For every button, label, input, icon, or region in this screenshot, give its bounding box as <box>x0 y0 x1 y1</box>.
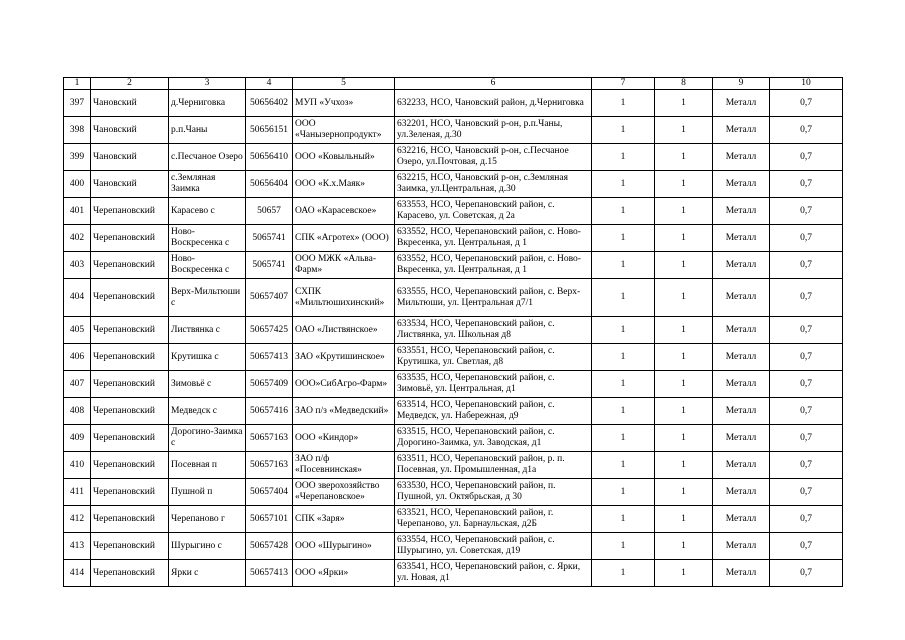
settlement-cell: Ново-Воскресенка с <box>169 225 246 252</box>
organization-cell: ОАО «Листвянское» <box>293 317 395 344</box>
code-cell: 50657404 <box>246 479 293 506</box>
district-cell: Чановский <box>91 117 169 144</box>
table-row <box>64 506 843 533</box>
material-cell: Металл <box>713 279 770 317</box>
column-8-cell: 1 <box>655 252 713 279</box>
organization-cell: ОАО «Карасевское» <box>293 198 395 225</box>
row-number-cell: 410 <box>64 452 91 479</box>
value-cell: 0,7 <box>770 198 843 225</box>
district-cell: Черепановский <box>91 279 169 317</box>
settlement-cell: д.Черниговка <box>169 90 246 117</box>
code-cell: 50656151 <box>246 117 293 144</box>
column-7-cell: 1 <box>592 225 655 252</box>
material-cell: Металл <box>713 425 770 452</box>
district-cell: Черепановский <box>91 452 169 479</box>
table-row <box>64 144 843 171</box>
table-row <box>64 398 843 425</box>
code-cell: 50656404 <box>246 171 293 198</box>
row-number-cell: 398 <box>64 117 91 144</box>
value-cell: 0,7 <box>770 533 843 560</box>
row-number-cell: 400 <box>64 171 91 198</box>
organization-cell: ООО МЖК «Альва-Фарм» <box>293 252 395 279</box>
column-8-cell: 1 <box>655 279 713 317</box>
settlement-cell: Верх-Мильтюши с <box>169 279 246 317</box>
district-cell: Черепановский <box>91 198 169 225</box>
settlement-cell: Шурыгино с <box>169 533 246 560</box>
settlement-cell: Посевная п <box>169 452 246 479</box>
code-cell: 50656402 <box>246 90 293 117</box>
code-cell: 50657416 <box>246 398 293 425</box>
column-header: 10 <box>770 78 843 90</box>
row-number-cell: 401 <box>64 198 91 225</box>
organization-cell: ЗАО п/ф «Посевнинская» <box>293 452 395 479</box>
column-header: 3 <box>169 78 246 90</box>
address-cell: 633552, НСО, Черепановский район, с. Ново-Вкресенка, ул. Центральная, д 1 <box>395 252 592 279</box>
settlement-cell: Крутишка с <box>169 344 246 371</box>
code-cell: 50657163 <box>246 425 293 452</box>
column-8-cell: 1 <box>655 371 713 398</box>
value-cell: 0,7 <box>770 90 843 117</box>
organization-cell: МУП «Учхоз» <box>293 90 395 117</box>
column-7-cell: 1 <box>592 171 655 198</box>
organization-cell: ООО зверохозяйство «Черепановское» <box>293 479 395 506</box>
address-cell: 633530, НСО, Черепановский район, п. Пушной, ул. Октябрьская, д 30 <box>395 479 592 506</box>
code-cell: 50657407 <box>246 279 293 317</box>
material-cell: Металл <box>713 225 770 252</box>
settlement-cell: с.Песчаное Озеро <box>169 144 246 171</box>
district-cell: Черепановский <box>91 317 169 344</box>
row-number-cell: 404 <box>64 279 91 317</box>
column-8-cell: 1 <box>655 344 713 371</box>
value-cell: 0,7 <box>770 171 843 198</box>
organization-cell: ООО «Ковыльный» <box>293 144 395 171</box>
address-cell: 633535, НСО, Черепановский район, с. Зимовьё, ул. Центральная, д1 <box>395 371 592 398</box>
material-cell: Металл <box>713 198 770 225</box>
district-cell: Черепановский <box>91 371 169 398</box>
material-cell: Металл <box>713 344 770 371</box>
value-cell: 0,7 <box>770 425 843 452</box>
material-cell: Металл <box>713 506 770 533</box>
column-7-cell: 1 <box>592 144 655 171</box>
column-7-cell: 1 <box>592 425 655 452</box>
district-cell: Черепановский <box>91 344 169 371</box>
column-7-cell: 1 <box>592 479 655 506</box>
address-cell: 633541, НСО, Черепановский район, с. Ярки, ул. Новая, д1 <box>395 560 592 587</box>
district-cell: Черепановский <box>91 506 169 533</box>
column-8-cell: 1 <box>655 117 713 144</box>
table-row <box>64 198 843 225</box>
address-cell: 633555, НСО, Черепановский район, с. Верх-Мильтюши, ул. Центральная д7/1 <box>395 279 592 317</box>
address-cell: 632216, НСО, Чановский р-он, с.Песчаное Озеро, ул.Почтовая, д.15 <box>395 144 592 171</box>
organization-cell: СПК «Заря» <box>293 506 395 533</box>
address-cell: 633514, НСО, Черепановский район, с. Медведск, ул. Набережная, д9 <box>395 398 592 425</box>
column-header: 7 <box>592 78 655 90</box>
address-cell: 633521, НСО, Черепановский район, г. Черепаново, ул. Барнаульская, д2Б <box>395 506 592 533</box>
column-7-cell: 1 <box>592 371 655 398</box>
address-cell: 633534, НСО, Черепановский район, с. Листвянка, ул. Школьная д8 <box>395 317 592 344</box>
code-cell: 50657 <box>246 198 293 225</box>
district-cell: Черепановский <box>91 560 169 587</box>
settlement-cell: Листвянка с <box>169 317 246 344</box>
table-row <box>64 479 843 506</box>
code-cell: 50657425 <box>246 317 293 344</box>
column-7-cell: 1 <box>592 279 655 317</box>
value-cell: 0,7 <box>770 371 843 398</box>
column-7-cell: 1 <box>592 252 655 279</box>
row-number-cell: 399 <box>64 144 91 171</box>
value-cell: 0,7 <box>770 452 843 479</box>
column-8-cell: 1 <box>655 90 713 117</box>
value-cell: 0,7 <box>770 317 843 344</box>
address-cell: 633515, НСО, Черепановский район, с. Дорогино-Заимка, ул. Заводская, д1 <box>395 425 592 452</box>
address-cell: 633552, НСО, Черепановский район, с. Ново-Вкресенка, ул. Центральная, д 1 <box>395 225 592 252</box>
column-header: 6 <box>395 78 592 90</box>
header-row <box>64 78 843 90</box>
settlement-cell: Черепаново г <box>169 506 246 533</box>
material-cell: Металл <box>713 144 770 171</box>
district-cell: Черепановский <box>91 425 169 452</box>
column-8-cell: 1 <box>655 533 713 560</box>
row-number-cell: 409 <box>64 425 91 452</box>
column-header: 1 <box>64 78 91 90</box>
column-7-cell: 1 <box>592 117 655 144</box>
district-cell: Чановский <box>91 171 169 198</box>
column-7-cell: 1 <box>592 398 655 425</box>
organization-cell: СХПК «Мильтюшихинский» <box>293 279 395 317</box>
value-cell: 0,7 <box>770 506 843 533</box>
settlement-cell: Ново-Воскресенка с <box>169 252 246 279</box>
code-cell: 50657428 <box>246 533 293 560</box>
column-8-cell: 1 <box>655 144 713 171</box>
column-header: 9 <box>713 78 770 90</box>
organization-cell: ООО «Ярки» <box>293 560 395 587</box>
organization-cell: ЗАО п/з «Медведский» <box>293 398 395 425</box>
row-number-cell: 407 <box>64 371 91 398</box>
settlement-cell: с.Земляная Заимка <box>169 171 246 198</box>
settlement-cell: Дорогино-Заимка с <box>169 425 246 452</box>
column-7-cell: 1 <box>592 90 655 117</box>
column-8-cell: 1 <box>655 560 713 587</box>
value-cell: 0,7 <box>770 144 843 171</box>
table-row <box>64 425 843 452</box>
column-8-cell: 1 <box>655 479 713 506</box>
settlement-cell: Медведск с <box>169 398 246 425</box>
column-7-cell: 1 <box>592 506 655 533</box>
column-7-cell: 1 <box>592 560 655 587</box>
organization-cell: ООО «К.х.Маяк» <box>293 171 395 198</box>
code-cell: 50657409 <box>246 371 293 398</box>
table-row <box>64 171 843 198</box>
data-table <box>63 77 843 587</box>
address-cell: 633553, НСО, Черепановский район, с. Карасево, ул. Советская, д 2а <box>395 198 592 225</box>
material-cell: Металл <box>713 452 770 479</box>
district-cell: Черепановский <box>91 533 169 560</box>
row-number-cell: 412 <box>64 506 91 533</box>
column-8-cell: 1 <box>655 398 713 425</box>
material-cell: Металл <box>713 533 770 560</box>
row-number-cell: 414 <box>64 560 91 587</box>
table-row <box>64 90 843 117</box>
row-number-cell: 403 <box>64 252 91 279</box>
address-cell: 633551, НСО, Черепановский район, с. Крутишка, ул. Светлая, д8 <box>395 344 592 371</box>
organization-cell: ООО «Чанызернопродукт» <box>293 117 395 144</box>
column-7-cell: 1 <box>592 533 655 560</box>
address-cell: 632233, НСО, Чановский район, д.Черниговка <box>395 90 592 117</box>
table-row <box>64 117 843 144</box>
value-cell: 0,7 <box>770 279 843 317</box>
column-8-cell: 1 <box>655 171 713 198</box>
column-header: 8 <box>655 78 713 90</box>
column-7-cell: 1 <box>592 198 655 225</box>
value-cell: 0,7 <box>770 479 843 506</box>
column-header: 5 <box>293 78 395 90</box>
column-8-cell: 1 <box>655 452 713 479</box>
table-row <box>64 344 843 371</box>
table-row <box>64 533 843 560</box>
table-row <box>64 371 843 398</box>
table-row <box>64 317 843 344</box>
address-cell: 633511, НСО, Черепановский район, р. п. Посевная, ул. Промышленная, д1а <box>395 452 592 479</box>
settlement-cell: Пушной п <box>169 479 246 506</box>
column-8-cell: 1 <box>655 198 713 225</box>
row-number-cell: 397 <box>64 90 91 117</box>
district-cell: Черепановский <box>91 479 169 506</box>
column-7-cell: 1 <box>592 317 655 344</box>
organization-cell: ООО «Шурыгино» <box>293 533 395 560</box>
column-8-cell: 1 <box>655 425 713 452</box>
code-cell: 50657413 <box>246 344 293 371</box>
code-cell: 50657163 <box>246 452 293 479</box>
row-number-cell: 411 <box>64 479 91 506</box>
column-header: 2 <box>91 78 169 90</box>
row-number-cell: 405 <box>64 317 91 344</box>
material-cell: Металл <box>713 117 770 144</box>
code-cell: 50657413 <box>246 560 293 587</box>
material-cell: Металл <box>713 479 770 506</box>
address-cell: 632201, НСО, Чановский р-он, р.п.Чаны, ул.Зеленая, д.30 <box>395 117 592 144</box>
district-cell: Чановский <box>91 144 169 171</box>
district-cell: Черепановский <box>91 252 169 279</box>
row-number-cell: 413 <box>64 533 91 560</box>
row-number-cell: 402 <box>64 225 91 252</box>
organization-cell: ООО»СибАгро-Фарм» <box>293 371 395 398</box>
code-cell: 50657101 <box>246 506 293 533</box>
address-cell: 632215, НСО, Чановский р-он, с.Земляная Заимка, ул.Центральная, д.30 <box>395 171 592 198</box>
row-number-cell: 406 <box>64 344 91 371</box>
settlement-cell: Зимовьё с <box>169 371 246 398</box>
table-row <box>64 560 843 587</box>
column-8-cell: 1 <box>655 225 713 252</box>
code-cell: 50656410 <box>246 144 293 171</box>
settlement-cell: р.п.Чаны <box>169 117 246 144</box>
table-row <box>64 279 843 317</box>
value-cell: 0,7 <box>770 225 843 252</box>
code-cell: 5065741 <box>246 252 293 279</box>
row-number-cell: 408 <box>64 398 91 425</box>
material-cell: Металл <box>713 252 770 279</box>
settlement-cell: Карасево с <box>169 198 246 225</box>
table-row <box>64 252 843 279</box>
value-cell: 0,7 <box>770 398 843 425</box>
district-cell: Черепановский <box>91 398 169 425</box>
organization-cell: ООО «Киндор» <box>293 425 395 452</box>
column-8-cell: 1 <box>655 317 713 344</box>
district-cell: Черепановский <box>91 225 169 252</box>
address-cell: 633554, НСО, Черепановский район, с. Шурыгино, ул. Советская, д19 <box>395 533 592 560</box>
settlement-cell: Ярки с <box>169 560 246 587</box>
table-row <box>64 225 843 252</box>
value-cell: 0,7 <box>770 252 843 279</box>
district-cell: Чановский <box>91 90 169 117</box>
code-cell: 5065741 <box>246 225 293 252</box>
material-cell: Металл <box>713 560 770 587</box>
column-8-cell: 1 <box>655 506 713 533</box>
material-cell: Металл <box>713 371 770 398</box>
value-cell: 0,7 <box>770 117 843 144</box>
column-7-cell: 1 <box>592 452 655 479</box>
material-cell: Металл <box>713 90 770 117</box>
value-cell: 0,7 <box>770 560 843 587</box>
column-7-cell: 1 <box>592 344 655 371</box>
material-cell: Металл <box>713 171 770 198</box>
material-cell: Металл <box>713 398 770 425</box>
organization-cell: СПК «Агротех» (ООО) <box>293 225 395 252</box>
organization-cell: ЗАО «Крутишинское» <box>293 344 395 371</box>
value-cell: 0,7 <box>770 344 843 371</box>
material-cell: Металл <box>713 317 770 344</box>
table-row <box>64 452 843 479</box>
column-header: 4 <box>246 78 293 90</box>
